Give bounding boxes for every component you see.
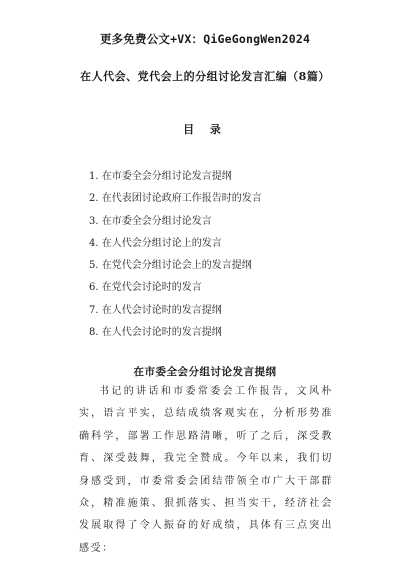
toc-item: 3. 在市委全会分组讨论发言: [89, 215, 212, 227]
toc-item: 2. 在代表团讨论政府工作报告时的发言: [89, 193, 262, 205]
toc-item: 1. 在市委全会分组讨论发言提纲: [89, 171, 232, 182]
toc-item: 8. 在人代会讨论时的发言提纲: [89, 327, 222, 339]
toc-item: 6. 在党代会讨论时的发言: [89, 282, 202, 294]
toc-item: 5. 在党代会分组讨论会上的发言提纲: [89, 260, 252, 272]
toc-item: 4. 在人代会分组讨论上的发言: [89, 237, 222, 249]
promo-header: 更多免费公文+VX：QiGeGongWen2024: [99, 32, 311, 46]
toc-heading: 目 录: [183, 123, 227, 136]
body-paragraph: 书记的讲话和市委常委会工作报告，文风朴实，语言平实，总结成绩客观实在，分析形势准确科学，部署工作思路清晰，听了之后，深受教育、深受鼓舞，我完全赞成。今年以来，我们切身感受到，市委常委会团结带领全市广大干部群众，精准施策、狠抓落实、担当实干，经济社会发展取得了令人振奋的好成绩，具体有三点突出感受：: [79, 386, 333, 554]
document-title: 在人代会、党代会上的分组讨论发言汇编（8篇）: [80, 70, 330, 83]
table-of-contents: [89, 171, 262, 349]
toc-item: 7. 在人代会讨论时的发言提纲: [89, 304, 222, 316]
section-title: 在市委全会分组讨论发言提纲: [133, 366, 277, 378]
